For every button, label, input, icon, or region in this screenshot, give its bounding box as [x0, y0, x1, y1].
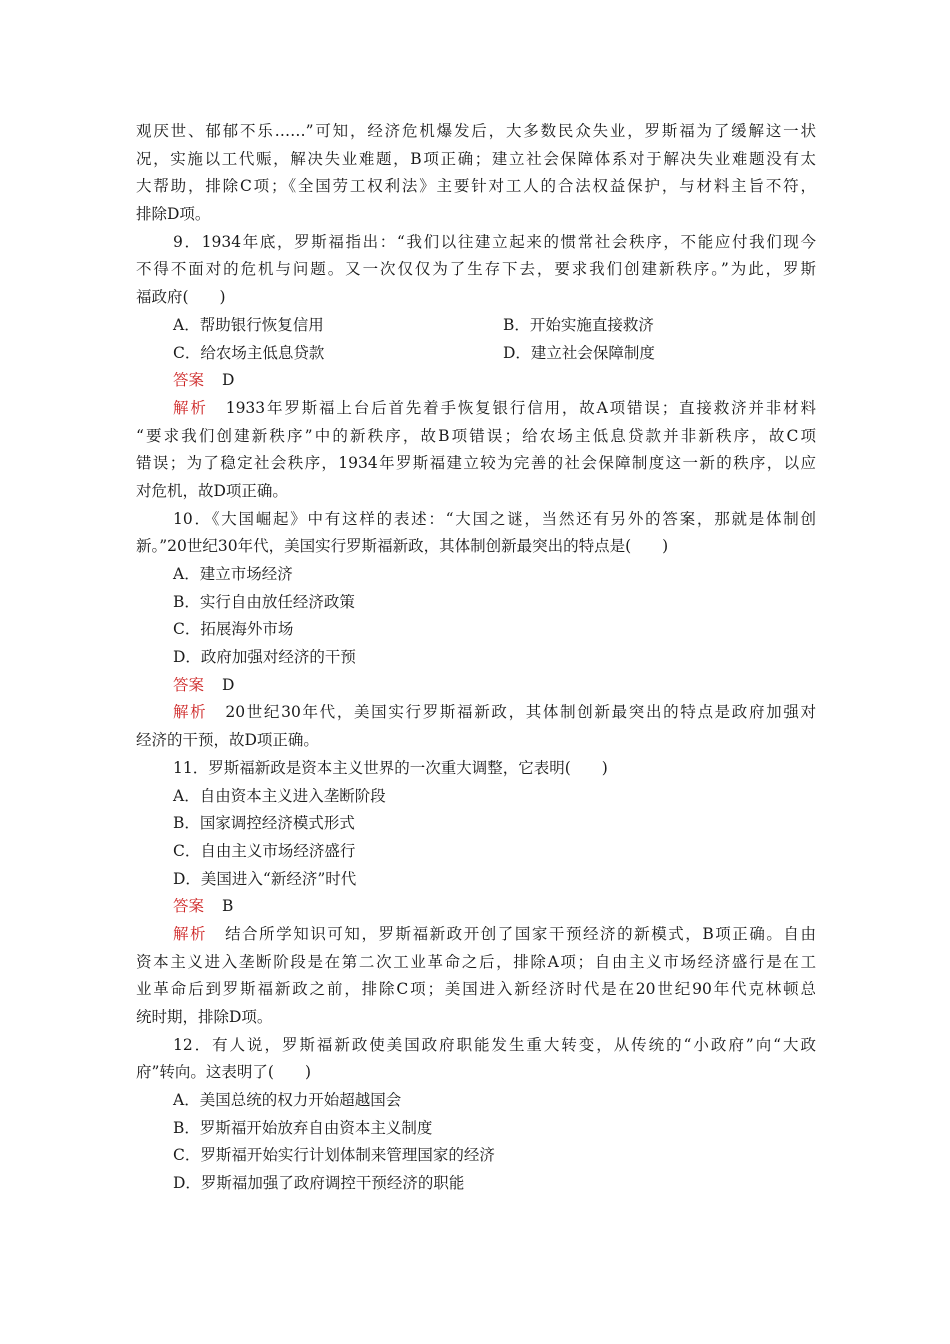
question-stem: 9．1934年底，罗斯福指出：“我们以往建立起来的惯常社会秩序，不能应付我们现今 — [173, 232, 816, 251]
option-b: B．实行自由放任经济政策 — [173, 592, 355, 611]
question-11 — [136, 755, 816, 1032]
question-12 — [136, 1032, 816, 1198]
question-stem: 新。”20世纪30年代，美国实行罗斯福新政，其体制创新最突出的特点是( ) — [136, 537, 669, 556]
analysis-line: 对危机，故D项正确。 — [136, 481, 288, 500]
answer-value: D — [222, 675, 235, 694]
question-stem: 福政府( ) — [136, 288, 226, 307]
analysis-text: 1933年罗斯福上台后首先着手恢复银行信用，故A项错误；直接救济并非材料 — [225, 398, 816, 417]
document-page — [136, 118, 816, 1198]
analysis-line: 错误；为了稳定社会秩序，1934年罗斯福建立较为完善的社会保障制度这一新的秩序，以应 — [136, 454, 816, 473]
answer-label: 答案 — [173, 371, 205, 390]
analysis-label: 解析 — [173, 924, 208, 943]
analysis-line: 业革命后到罗斯福新政之前，排除C项；美国进入新经济时代是在20世纪90年代克林顿总 — [136, 980, 816, 999]
analysis-line: 况，实施以工代赈，解决失业难题，B项正确；建立社会保障体系对于解决失业难题没有太 — [136, 149, 816, 168]
analysis-line — [136, 395, 816, 423]
analysis-label: 解析 — [173, 398, 208, 417]
analysis-line — [136, 699, 816, 727]
analysis-line: 观厌世、郁郁不乐……”可知，经济危机爆发后，大多数民众失业，罗斯福为了缓解这一状 — [136, 122, 816, 140]
answer-line — [136, 672, 816, 700]
option-d: D．建立社会保障制度 — [503, 343, 655, 362]
analysis-text: 20世纪30年代，美国实行罗斯福新政，其体制创新最突出的特点是政府加强对 — [225, 703, 816, 722]
question-stem: 府”转向。这表明了( ) — [136, 1063, 312, 1082]
answer-value: B — [222, 897, 234, 916]
analysis-text: 结合所学知识可知，罗斯福新政开创了国家干预经济的新模式，B项正确。自由 — [225, 924, 816, 943]
analysis-line: 统时期，排除D项。 — [136, 1008, 273, 1026]
analysis-line: “要求我们创建新秩序”中的新秩序，故B项错误；给农场主低息贷款并非新秩序，故C项 — [136, 426, 816, 445]
analysis-label: 解析 — [173, 703, 208, 722]
option-d: D．美国进入“新经济”时代 — [173, 869, 357, 888]
option-d: D．政府加强对经济的干预 — [173, 648, 356, 667]
answer-label: 答案 — [173, 675, 205, 694]
option-row — [136, 312, 816, 340]
option-d: D．罗斯福加强了政府调控干预经济的职能 — [173, 1174, 465, 1193]
question-10 — [136, 506, 816, 755]
option-c: C．自由主义市场经济盛行 — [173, 841, 356, 860]
answer-line — [136, 893, 816, 921]
option-c: C．罗斯福开始实行计划体制来管理国家的经济 — [173, 1146, 495, 1165]
question-stem: 10．《大国崛起》中有这样的表述：“大国之谜，当然还有另外的答案，那就是体制创 — [173, 509, 816, 528]
question-stem: 12．有人说，罗斯福新政使美国政府职能发生重大转变，从传统的“小政府”向“大政 — [173, 1035, 816, 1054]
option-a: A．美国总统的权力开始超越国会 — [173, 1091, 402, 1110]
analysis-line: 大帮助，排除C项；《全国劳工权利法》主要针对工人的合法权益保护，与材料主旨不符， — [136, 177, 816, 196]
analysis-line: 排除D项。 — [136, 205, 211, 224]
question-stem: 11．罗斯福新政是资本主义世界的一次重大调整，它表明( ) — [173, 758, 608, 777]
option-row — [136, 340, 816, 368]
option-c: C．给农场主低息贷款 — [173, 343, 325, 362]
option-c: C．拓展海外市场 — [173, 620, 294, 639]
answer-label: 答案 — [173, 897, 205, 916]
analysis-line: 资本主义进入垄断阶段是在第二次工业革命之后，排除A项；自由主义市场经济盛行是在工 — [136, 952, 816, 971]
analysis-line: 经济的干预，故D项正确。 — [136, 731, 319, 750]
answer-value: D — [222, 371, 235, 390]
question-stem: 不得不面对的危机与问题。又一次仅仅为了生存下去，要求我们创建新秩序。”为此，罗斯 — [136, 260, 816, 279]
analysis-line — [136, 921, 816, 949]
option-a: A．自由资本主义进入垄断阶段 — [173, 786, 386, 805]
option-b: B．国家调控经济模式形式 — [173, 814, 355, 833]
option-b: B．开始实施直接救济 — [503, 315, 654, 334]
answer-line — [136, 367, 816, 395]
option-a: A．帮助银行恢复信用 — [173, 315, 324, 334]
option-a: A．建立市场经济 — [173, 565, 293, 583]
option-b: B．罗斯福开始放弃自由资本主义制度 — [173, 1118, 433, 1137]
question-9 — [136, 229, 816, 506]
